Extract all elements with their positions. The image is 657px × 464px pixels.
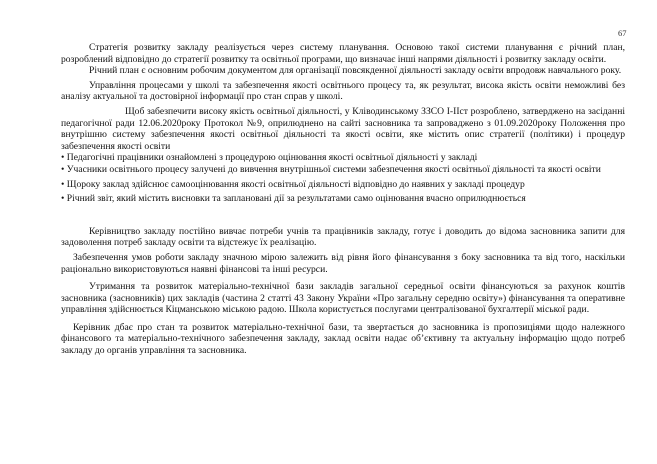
bullet-text: Учасники освітнього процесу залучені до вивчення внутрішньої системи забезпечення якості освітньої діяльності та якості освіти xyxy=(66,163,601,175)
bullet-text: Річний звіт, який містить висновки та заплановані дії за результатами само оцінювання вчасно оприлюднюється xyxy=(66,193,526,205)
bullet-item xyxy=(61,164,625,176)
paragraph-quality-regulation: Щоб забезпечити високу якість освітньої діяльності, у Кліводинському ЗЗСО І-ІІст розроблено, затверджено на засіданні педагогічної ради 12.06.2020року Протокол №9, оприлюднено на сайті засновника та запроваджено з 01.09.2020року Положення про внутрішню систему забезпечення якості освітньої діяльності та якості освіти, яке містить опис стратегії (політики) і процедур забезпечення якості освіти xyxy=(61,105,625,152)
bullet-item xyxy=(61,179,625,191)
bullet-mark: • xyxy=(61,152,65,164)
bullet-mark: • xyxy=(61,178,65,190)
bullet-text: Щороку заклад здійснює самооцінювання якості освітньої діяльності відповідно до наявних у закладі процедур xyxy=(66,178,525,190)
document-body xyxy=(61,42,625,357)
paragraph-material-base: Утримання та розвиток матеріально-технічної бази закладів загальної середньої освіти фінансуються за рахунок коштів засновника (засновників) цих закладів (частина 2 статті 43 Закону України «Про загальну середню освіту») фінансування та оперативне управління здійснюється Кіцманською міською радою. Школа користується послугами централізованої бухгалтерії міської ради. xyxy=(61,281,625,316)
paragraph-financing-conditions: Забезпечення умов роботи закладу значною мірою залежить від рівня його фінансування з боку засновника та від того, наскільки раціонально використовуються наявні фінансові та інші ресурси. xyxy=(61,251,625,275)
paragraph-process-management: Управління процесами у школі та забезпечення якості освітнього процесу та, як результат, висока якість освіти неможливі без аналізу актуальної та достовірної інформації про стан справ у школі. xyxy=(61,79,625,103)
bullet-text: Педагогічні працівники ознайомлені з процедурою оцінювання якості освітньої діяльності у закладі xyxy=(66,152,478,164)
bullet-mark: • xyxy=(61,163,65,175)
bullet-item xyxy=(61,152,625,164)
paragraph-director-care: Керівник дбає про стан та розвиток матеріально-технічної бази, та звертається до засновника із пропозиціями щодо належного фінансового та матеріально-технічного забезпечення закладу, заклад освіти надає об’єктивну та актуальну інформацію щодо потреб закладу до органів управління та засновника. xyxy=(61,321,625,357)
paragraph-annual-plan: Річний план є основним робочим документом для організації повсякденної діяльності закладу освіти впродовж навчального року. xyxy=(89,65,622,77)
bullet-item xyxy=(61,193,625,205)
bullet-mark: • xyxy=(61,193,65,205)
paragraph-leadership-needs: Керівництво закладу постійно вивчає потреби учнів та працівників закладу, готує і доводить до відома засновника запити для задоволення потреб закладу освіти та відстежує їх реалізацію. xyxy=(61,225,625,249)
page-number: 67 xyxy=(618,28,627,38)
paragraph-strategy: Стратегія розвитку закладу реалізується через систему планування. Основою такої системи планування є річний план, розроблений відповідно до стратегії розвитку та освітньої програми, що визначає інші напрями діяльності і розвитку закладу освіти. xyxy=(61,42,625,65)
